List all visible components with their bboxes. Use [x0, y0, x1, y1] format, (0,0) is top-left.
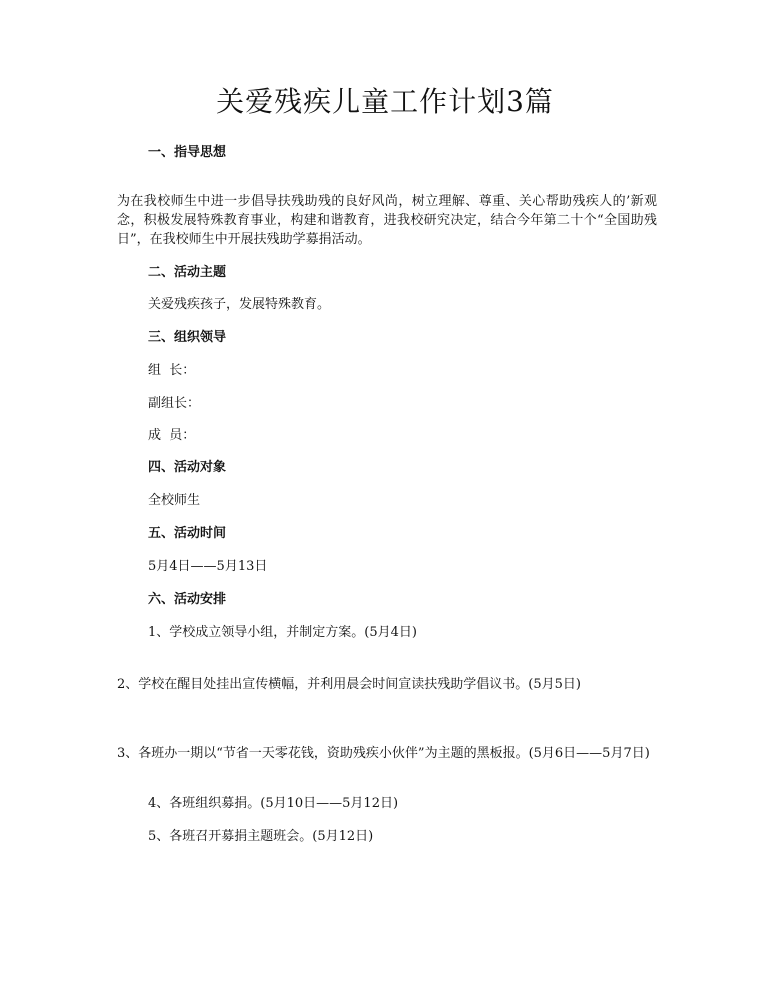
arrangement-item-4: 4、各班组织募捐。(5月10日——5月12日) — [148, 796, 399, 811]
section-body-guiding-ideology: 为在我校师生中进一步倡导扶残助残的良好风尚，树立理解、尊重、关心帮助残疾人的’新观念，积极发展特殊教育事业，构建和谐教育，进我校研究决定，结合今年第二十个“全国助残日”，在我校师生中开展扶残助学募捐活动。 — [117, 194, 657, 247]
section-body-activity-theme: 关爱残疾孩子，发展特殊教育。 — [148, 297, 331, 312]
arrangement-item-5: 5、各班召开募捐主题班会。(5月12日) — [148, 829, 374, 844]
section-body-activity-target: 全校师生 — [148, 493, 201, 508]
section-heading-activity-arrangement: 六、活动安排 — [148, 592, 227, 607]
document-title: 关爱残疾儿童工作计划3篇 — [216, 85, 554, 118]
organization-members-line: 成 员： — [148, 428, 196, 443]
section-heading-activity-theme: 二、活动主题 — [148, 265, 227, 280]
section-heading-activity-target: 四、活动对象 — [148, 460, 227, 475]
arrangement-item-2: 2、学校在醒目处挂出宣传横幅，并利用晨会时间宣读扶残助学倡议书。(5月5日) — [117, 677, 581, 692]
organization-leader-line: 组 长： — [148, 363, 196, 378]
section-heading-activity-time: 五、活动时间 — [148, 526, 227, 541]
arrangement-item-1: 1、学校成立领导小组，并制定方案。(5月4日) — [148, 625, 417, 640]
arrangement-item-3: 3、各班办一期以“节省一天零花钱，资助残疾小伙伴”为主题的黑板报。(5月6日——5月7日) — [117, 746, 650, 761]
organization-deputy-line: 副组长： — [148, 396, 201, 411]
section-body-activity-time: 5月4日——5月13日 — [148, 559, 268, 574]
section-heading-guiding-ideology: 一、指导思想 — [148, 145, 227, 160]
section-heading-organization: 三、组织领导 — [148, 330, 227, 345]
